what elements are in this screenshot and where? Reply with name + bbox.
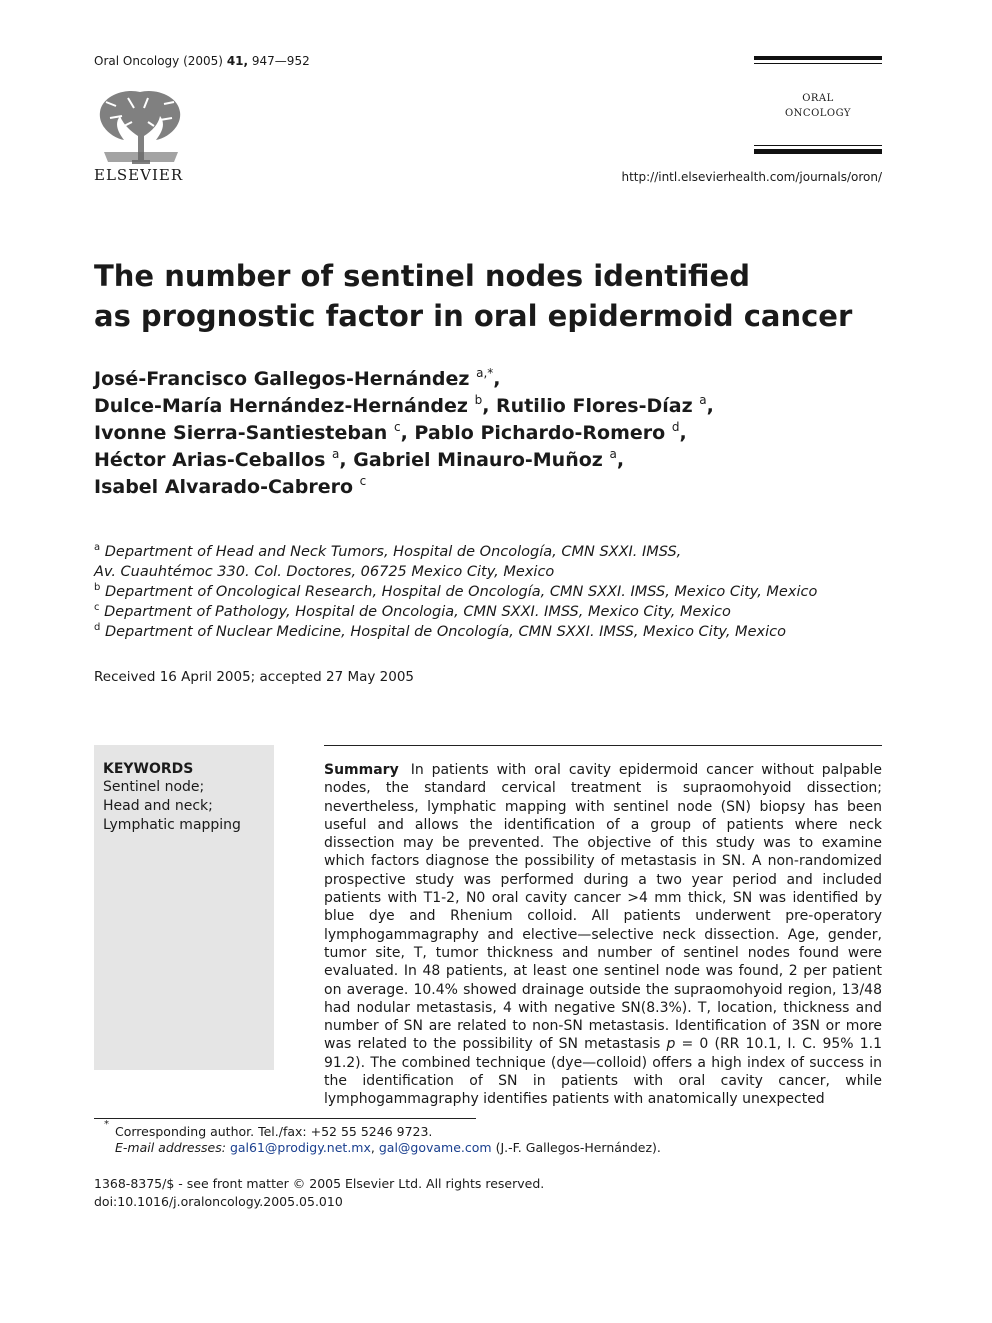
masthead-rule-bottom	[754, 149, 882, 154]
journal-pages: 947—952	[251, 54, 310, 68]
author-affiliation-mark: a	[699, 393, 707, 407]
masthead-line2: ONCOLOGY	[784, 108, 852, 119]
author-line: Ivonne Sierra-Santiesteban $^c$, Pablo Pichardo-Romero $^d$,	[94, 420, 687, 444]
affiliation-text: Department of Oncological Research, Hospital de Oncología, CMN SXXI. IMSS, Mexico City, Mexico	[104, 584, 818, 600]
doi[interactable]: doi:10.1016/j.oraloncology.2005.05.010	[94, 1194, 343, 1209]
article-title	[94, 256, 894, 336]
email-line	[115, 1140, 661, 1155]
corresponding-author: Corresponding author. Tel./fax: +52 55 5246 9723.	[115, 1124, 433, 1139]
author-name: Dulce-María Hernández-Hernández	[94, 395, 468, 417]
author-affiliation-mark: d	[671, 420, 680, 434]
affiliation-mark: d	[94, 622, 101, 633]
affiliation-text: Department of Pathology, Hospital de Oncologia, CMN SXXI. IMSS, Mexico City, Mexico	[104, 604, 731, 620]
title-line-1: The number of sentinel nodes identified	[94, 259, 750, 293]
masthead-rule-top	[754, 56, 882, 60]
affiliation-mark: a	[94, 542, 101, 553]
author-list	[94, 366, 894, 501]
affiliation-item	[94, 542, 894, 562]
issn-copyright: 1368-8375/$ - see front matter © 2005 Elsevier Ltd. All rights reserved.	[94, 1176, 545, 1191]
email-label: E-mail addresses:	[115, 1140, 226, 1155]
keyword-item: Head and neck;	[103, 798, 213, 814]
received-dates: Received 16 April 2005; accepted 27 May 2005	[94, 669, 415, 685]
keywords-heading: KEYWORDS	[103, 761, 194, 777]
affiliation-item	[94, 582, 894, 602]
keyword-item: Sentinel node;	[103, 779, 205, 795]
masthead-rule-bottom-thin	[754, 145, 882, 146]
p-value-symbol: p	[666, 1036, 676, 1053]
journal-url[interactable]: http://intl.elsevierhealth.com/journals/oron/	[621, 170, 882, 184]
journal-name: Oral Oncology (2005)	[94, 54, 223, 68]
author-line	[94, 474, 894, 501]
affiliation-list	[94, 542, 894, 642]
affiliation-item	[94, 602, 894, 622]
author-affiliation-mark: c	[359, 474, 367, 488]
affiliation-item	[94, 562, 894, 582]
affiliation-mark: c	[94, 602, 100, 613]
author-affiliation-mark: a,*	[476, 366, 494, 380]
email-suffix: (J.-F. Gallegos-Hernández).	[495, 1140, 661, 1155]
author-affiliation-mark: a	[609, 447, 617, 461]
affiliation-item	[94, 622, 894, 642]
masthead-line1: ORAL	[802, 93, 834, 104]
author-line: Héctor Arias-Ceballos $^a$, Gabriel Minauro-Muñoz $^a$,	[94, 447, 625, 471]
affiliation-text: Department of Nuclear Medicine, Hospital de Oncología, CMN SXXI. IMSS, Mexico City, Mexico	[104, 624, 786, 640]
author-name: Ivonne Sierra-Santiesteban	[94, 422, 388, 444]
email-link[interactable]: gal@govame.com	[378, 1140, 492, 1155]
journal-volume: 41,	[226, 54, 249, 68]
summary-text-continued: = 0 (RR 10.1, I. C. 95% 1.1 91.2). The combined technique (dye—colloid) offers a high index of success in the identification of SN in patients with oral cavity cancer, while lymphogammagraphy identifies patients with anatomically unexpected	[324, 1036, 883, 1108]
author-line: Dulce-María Hernández-Hernández $^b$, Rutilio Flores-Díaz $^a$,	[94, 393, 714, 417]
masthead-rule-top-thin	[754, 63, 882, 64]
author-name: José-Francisco Gallegos-Hernández	[94, 368, 470, 390]
author-affiliation-mark: a	[332, 447, 340, 461]
publisher-name: ELSEVIER	[94, 166, 184, 184]
author-line: José-Francisco Gallegos-Hernández $^{a,*}$,	[94, 366, 501, 390]
author-name: Pablo Pichardo-Romero	[414, 422, 666, 444]
author-name: Héctor Arias-Ceballos	[94, 449, 326, 471]
author-affiliation-mark: c	[393, 420, 401, 434]
author-affiliation-mark: b	[474, 393, 483, 407]
summary-rule	[324, 745, 882, 746]
summary-paragraph	[324, 761, 882, 1109]
affiliation-text: Av. Cuauhtémoc 330. Col. Doctores, 06725 Mexico City, Mexico	[94, 564, 555, 580]
journal-masthead	[754, 56, 882, 156]
affiliation-mark: b	[94, 582, 101, 593]
email-link[interactable]: gal61@prodigy.net.mx	[229, 1140, 371, 1155]
affiliation-text: Department of Head and Neck Tumors, Hospital de Oncología, CMN SXXI. IMSS,	[104, 544, 682, 560]
journal-reference	[94, 54, 310, 68]
summary-text: In patients with oral cavity epidermoid cancer without palpable nodes, the standard cervical treatment is supraomohyoid dissection; nevertheless, lymphatic mapping with sentinel node (SN) biopsy has been useful and allows the identification of a group of patients where neck dissection may be prevented. The objective of this study was to examine which factors diagnose the possibility of metastasis in SN. A non-randomized prospective study was performed during a two year period and included patients with T1-2, N0 oral cavity cancer >4 mm thick, SN was identified by blue dye and Rhenium colloid. All patients underwent pre-operatory lymphogammagraphy and elective—selective neck dissection. Age, gender, tumor site, T, tumor thickness and number of sentinel nodes found were evaluated. In 48 patients, at least one sentinel node was found, 2 per patient on average. 10.4% showed drainage outside the supraomohyoid region, 13/48 had nodular metastasis, 4 with negative SN(8.3%). T, location, thickness and number of SN are related to non-SN metastasis. Identification of 3SN or more was related to the possibility of SN metastasis	[324, 762, 882, 1053]
footnote-rule	[94, 1118, 476, 1119]
email-separator: ,	[370, 1140, 375, 1155]
footnote-star: *	[104, 1119, 109, 1130]
keyword-item: Lymphatic mapping	[103, 817, 241, 833]
author-name: Gabriel Minauro-Muñoz	[353, 449, 603, 471]
author-name: Isabel Alvarado-Cabrero	[94, 476, 354, 498]
summary-label: Summary	[324, 762, 399, 778]
author-name: Rutilio Flores-Díaz	[496, 395, 693, 417]
title-line-2: as prognostic factor in oral epidermoid cancer	[94, 299, 853, 333]
